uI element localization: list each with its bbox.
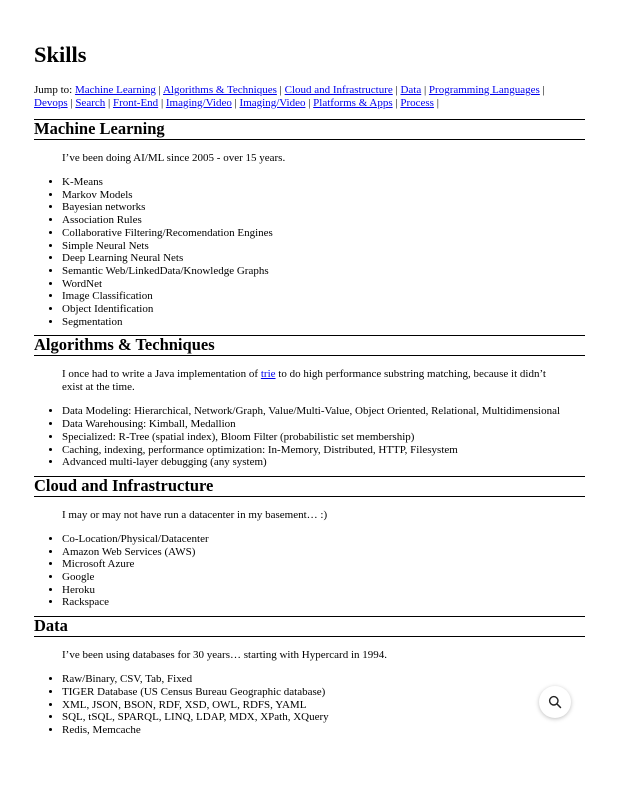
list-item: • Rackspace — [62, 596, 585, 609]
section-intro: I may or may not have run a datacenter in my basement… :) — [62, 508, 328, 521]
trie-link[interactable]: trie — [260, 368, 276, 381]
list-item: • Data Warehousing: Kimball, Medallion — [62, 418, 585, 431]
section-heading: Machine Learning — [34, 119, 585, 140]
list-item: • XML, JSON, BSON, RDF, XSD, OWL, RDFS, YAML — [62, 699, 585, 712]
jump-link-machine-learning[interactable]: Machine Learning — [74, 84, 156, 96]
list-item: • Caching, indexing, performance optimization: In-Memory, Distributed, HTTP, Filesystem — [62, 444, 585, 457]
jump-link-search[interactable]: Search — [75, 96, 106, 109]
list-item: • Object Identification — [62, 303, 585, 316]
list-item: • Deep Learning Neural Nets — [62, 252, 585, 265]
list-item: • SQL, tSQL, SPARQL, LINQ, LDAP, MDX, XPath, XQuery — [62, 711, 585, 724]
jump-label: Jump to: — [34, 84, 73, 96]
list-item: • Amazon Web Services (AWS) — [62, 546, 585, 559]
section-data — [34, 616, 585, 737]
list-item: • Advanced multi-layer debugging (any system) — [62, 456, 585, 469]
jump-link-platforms-apps[interactable]: Platforms & Apps — [313, 96, 393, 109]
list-item: • Microsoft Azure — [62, 558, 585, 571]
jump-nav: Jump to: Machine Learning | Algorithms & Techniques | Cloud and Infrastructure | Data | Programming Languages | Devops | Search | Front-End | Imaging/Video | Imaging/Video | Platforms & Apps | Process | — [34, 84, 545, 109]
page-content — [34, 41, 585, 744]
list-item: • Semantic Web/LinkedData/Knowledge Graphs — [62, 265, 585, 278]
list-item: • Data Modeling: Hierarchical, Network/Graph, Value/Multi-Value, Object Oriented, Relational, Multidimensional — [62, 405, 585, 418]
list-item: • Image Classification — [62, 290, 585, 303]
jump-link-imaging-video-2[interactable]: Imaging/Video — [239, 96, 306, 109]
list-item: • Specialized: R-Tree (spatial index), Bloom Filter (probabilistic set membership) — [62, 431, 585, 444]
page-title: Skills — [34, 42, 87, 67]
jump-link-cloud[interactable]: Cloud and Infrastructure — [284, 84, 393, 96]
jump-link-devops[interactable]: Devops — [34, 96, 68, 109]
section-machine-learning — [34, 119, 585, 328]
skill-list — [34, 533, 585, 609]
list-item: • Bayesian networks — [62, 201, 585, 214]
section-intro: I’ve been using databases for 30 years… starting with Hypercard in 1994. — [62, 649, 388, 662]
list-item: • TIGER Database (US Census Bureau Geographic database) — [62, 686, 585, 699]
jump-link-imaging-video[interactable]: Imaging/Video — [165, 96, 232, 109]
list-item: • Heroku — [62, 584, 585, 597]
list-item: • Co-Location/Physical/Datacenter — [62, 533, 585, 546]
skill-list — [34, 176, 585, 328]
search-icon — [548, 695, 562, 709]
section-cloud — [34, 476, 585, 609]
jump-link-process[interactable]: Process — [400, 96, 434, 109]
list-item: • Raw/Binary, CSV, Tab, Fixed — [62, 673, 585, 686]
jump-link-programming-languages[interactable]: Programming Languages — [428, 84, 540, 96]
section-algorithms — [34, 335, 585, 469]
section-intro: I once had to write a Java implementation of trie to do high performance substring matching, because it didn’t exist at the time. — [62, 368, 546, 394]
skill-list — [34, 405, 585, 469]
jump-link-front-end[interactable]: Front-End — [112, 96, 159, 109]
list-item: • Google — [62, 571, 585, 584]
jump-link-data[interactable]: Data — [400, 84, 422, 96]
section-heading: Data — [34, 616, 585, 637]
list-item: • Association Rules — [62, 214, 585, 227]
section-heading: Algorithms & Techniques — [34, 335, 585, 356]
list-item: • Markov Models — [62, 189, 585, 202]
list-item: • K-Means — [62, 176, 585, 189]
skill-list — [34, 673, 585, 737]
list-item: • WordNet — [62, 278, 585, 291]
jump-link-algorithms[interactable]: Algorithms & Techniques — [163, 84, 277, 96]
search-button[interactable] — [539, 686, 571, 718]
section-intro: I’ve been doing AI/ML since 2005 - over 15 years. — [62, 152, 286, 164]
list-item: • Segmentation — [62, 316, 585, 329]
list-item: • Redis, Memcache — [62, 724, 585, 737]
list-item: • Collaborative Filtering/Recomendation Engines — [62, 227, 585, 240]
list-item: • Simple Neural Nets — [62, 240, 585, 253]
section-heading: Cloud and Infrastructure — [34, 476, 585, 497]
